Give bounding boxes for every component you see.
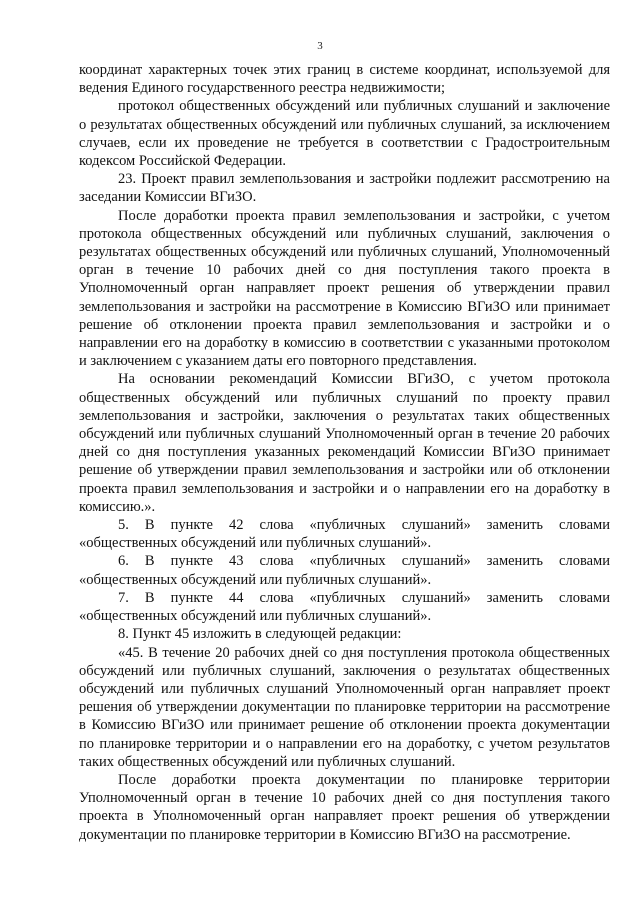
paragraph-continuation: координат характерных точек этих границ в системе координат, используемой для ведения Единого государственного реестра недвижимости; [79, 62, 610, 97]
paragraph-after-revision: После доработки проекта правил землепользования и застройки, с учетом протокола общественных обсуждений или публичных слушаний, заключения о результатах общественных обсуждений или публичных слушаний, Уполномоченный орган в течение 10 рабочих дней со дня поступления такого проекта в Уполномоченный орган направляет проект решения об утверждении правил землепользования и застройки на рассмотрение в Комиссию ВГиЗО или принимает решение об отклонении проекта правил землепользования и застройки и о направлении его на доработку в комиссию в соответствии с указанными протоколом и заключением с указанием даты его повторного представления. [79, 207, 610, 370]
paragraph-item-6: 6. В пункте 43 слова «публичных слушаний» заменить словами «общественных обсуждений или публичных слушаний». [79, 553, 610, 588]
document-body [79, 61, 610, 844]
paragraph-item-8: 8. Пункт 45 изложить в следующей редакции: [118, 626, 402, 643]
paragraph-recommendations: На основании рекомендаций Комиссии ВГиЗО, с учетом протокола общественных обсуждений или публичных слушаний по проекту правил землепользования и застройки, заключения о результатах таких общественных обсуждений или публичных слушаний Уполномоченный орган в течение 20 рабочих дней со дня поступления указанных рекомендаций Комиссии ВГиЗО принимает решение об утверждении правил землепользования и застройки или об отклонении проекта правил землепользования и застройки и о направлении его на доработку в комиссию.». [79, 371, 610, 515]
paragraph-protocol: протокол общественных обсуждений или публичных слушаний и заключение о результатах общественных обсуждений или публичных слушаний, за исключением случаев, если их проведение не требуется в соответствии с Градостроительным кодексом Российской Федерации. [79, 98, 610, 170]
paragraph-item-5: 5. В пункте 42 слова «публичных слушаний» заменить словами «общественных обсуждений или публичных слушаний». [79, 517, 610, 552]
page-number: 3 [317, 40, 323, 52]
paragraph-item-7: 7. В пункте 44 слова «публичных слушаний» заменить словами «общественных обсуждений или публичных слушаний». [79, 589, 610, 625]
paragraph-final: После доработки проекта документации по планировке территории Уполномоченный орган в течение 10 рабочих дней со дня поступления такого проекта в Уполномоченный орган направляет проект решения об утверждении документации по планировке территории в Комиссию ВГиЗО на рассмотрение. [79, 771, 610, 843]
paragraph-item-23: 23. Проект правил землепользования и застройки подлежит рассмотрению на заседании Комиссии ВГиЗО. [79, 171, 610, 206]
paragraph-item-45: «45. В течение 20 рабочих дней со дня поступления протокола общественных обсуждений или публичных слушаний, заключения о результатах общественных обсуждений или публичных слушаний Уполномоченный орган направляет проект решения об утверждении документации по планировке территории на рассмотрение в Комиссию ВГиЗО или принимает решение об отклонении проекта документации по планировке территории и о направлении его на доработку, с учетом результатов таких общественных обсуждений или публичных слушаний. [79, 644, 610, 770]
